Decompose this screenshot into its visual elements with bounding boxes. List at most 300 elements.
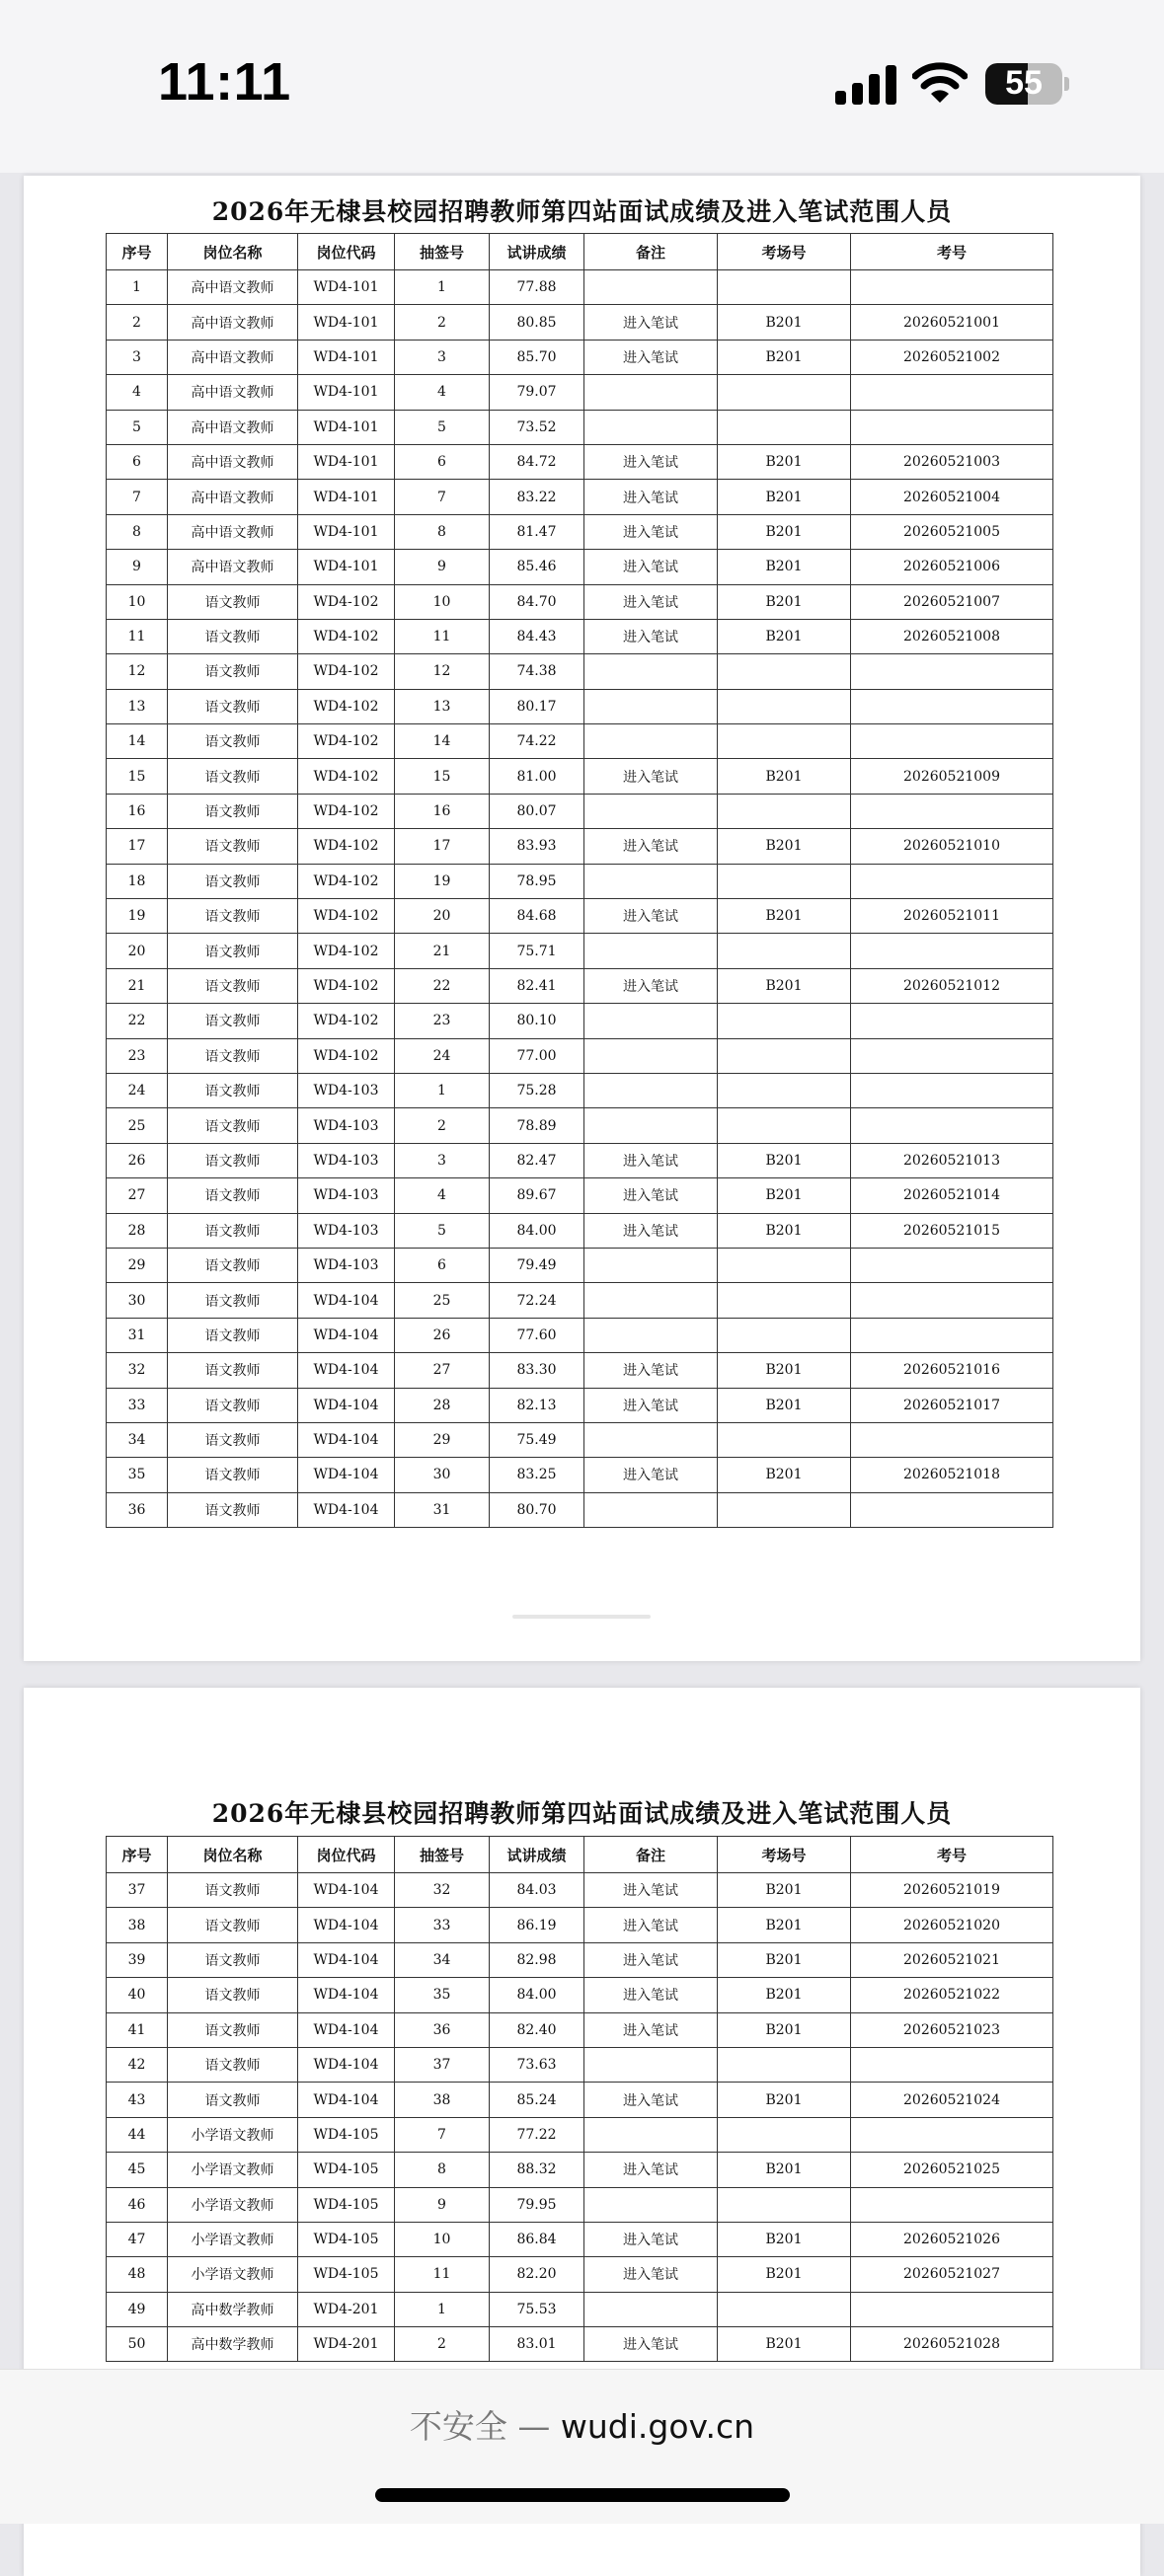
table-cell: 语文教师 [168,1318,298,1352]
table-cell: 40 [107,1978,168,2012]
table-cell: 77.22 [490,2117,584,2152]
table-cell: 进入笔试 [584,1908,718,1942]
table-cell: 81.00 [490,759,584,794]
table-cell: B201 [718,514,851,549]
table-cell: B201 [718,1213,851,1248]
table-cell: 8 [395,2153,490,2187]
table-cell: 19 [395,864,490,898]
table-cell [584,1283,718,1318]
table-cell: 语文教师 [168,654,298,689]
document-page-1 [24,176,1140,1661]
table-cell [584,1318,718,1352]
table-cell: 10 [395,584,490,619]
table-cell: 7 [395,2117,490,2152]
table-cell: 86.19 [490,1908,584,1942]
table-cell: B201 [718,444,851,479]
table-cell: 27 [395,1353,490,1388]
wifi-icon [912,61,968,105]
table-cell [584,1248,718,1282]
table-cell [718,2187,851,2222]
table-cell: 30 [107,1283,168,1318]
column-header: 备注 [584,234,718,270]
table-cell [851,689,1053,723]
table-cell: WD4-103 [298,1178,395,1213]
table-cell: 1 [107,270,168,305]
table-cell: 高中语文教师 [168,550,298,584]
table-cell [851,794,1053,828]
table-cell: 20260521015 [851,1213,1053,1248]
table-cell: 82.98 [490,1942,584,1977]
table-cell: 语文教师 [168,1492,298,1527]
table-cell: 74.22 [490,724,584,759]
table-cell: 高中语文教师 [168,340,298,374]
table-row [107,1978,1053,2012]
column-header: 岗位名称 [168,234,298,270]
table-cell: 语文教师 [168,1004,298,1038]
table-cell: WD4-103 [298,1073,395,1107]
table-cell: 83.01 [490,2327,584,2362]
table-cell: 进入笔试 [584,1178,718,1213]
table-row [107,1458,1053,1492]
table-cell: 语文教师 [168,1942,298,1977]
table-cell [851,2117,1053,2152]
table-cell: 语文教师 [168,1978,298,2012]
table-cell: 20260521007 [851,584,1053,619]
table-cell: WD4-103 [298,1108,395,1143]
table-cell: 74.38 [490,654,584,689]
table-row [107,1353,1053,1388]
table-cell: B201 [718,1353,851,1388]
table-cell: 20260521027 [851,2257,1053,2292]
column-header: 试讲成绩 [490,234,584,270]
table-cell: 高中语文教师 [168,375,298,410]
table-cell: 80.85 [490,305,584,340]
table-cell: 语文教师 [168,1073,298,1107]
table-cell: 14 [107,724,168,759]
table-cell [718,1492,851,1527]
table-cell: 45 [107,2153,168,2187]
table-cell: WD4-104 [298,1283,395,1318]
table-cell: 16 [107,794,168,828]
table-cell: 语文教师 [168,1908,298,1942]
table-cell: 20260521020 [851,1908,1053,1942]
table-cell: 高中语文教师 [168,410,298,444]
table-cell [851,1318,1053,1352]
table-cell: B201 [718,480,851,514]
table-cell: 32 [107,1353,168,1388]
table-cell: 23 [107,1038,168,1073]
table-cell: 84.70 [490,584,584,619]
table-cell: 82.13 [490,1388,584,1422]
table-cell: WD4-104 [298,1492,395,1527]
battery-percent: 55 [1005,64,1043,102]
column-header: 考号 [851,234,1053,270]
table-cell: 进入笔试 [584,2257,718,2292]
table-cell: B201 [718,1458,851,1492]
table-cell: 77.00 [490,1038,584,1073]
table-cell: WD4-102 [298,689,395,723]
table-cell: WD4-101 [298,270,395,305]
table-row [107,410,1053,444]
table-row [107,444,1053,479]
table-cell [584,270,718,305]
table-cell: 语文教师 [168,864,298,898]
table-cell [584,864,718,898]
table-cell: 75.71 [490,934,584,968]
table-cell: WD4-104 [298,1388,395,1422]
table-cell: WD4-103 [298,1143,395,1177]
table-cell: 35 [395,1978,490,2012]
table-cell: 语文教师 [168,619,298,653]
table-row [107,1038,1053,1073]
table-cell: 17 [107,829,168,864]
table-cell: 3 [395,340,490,374]
table-cell: 82.40 [490,2012,584,2047]
table-cell: 5 [395,410,490,444]
table-cell: 21 [395,934,490,968]
table-row [107,550,1053,584]
table-cell [718,864,851,898]
table-cell: 进入笔试 [584,899,718,934]
table-cell: 1 [395,1073,490,1107]
table-cell: WD4-103 [298,1213,395,1248]
table-cell: 20260521025 [851,2153,1053,2187]
table-cell: 语文教师 [168,1388,298,1422]
table-cell: 37 [107,1873,168,1908]
table-row [107,794,1053,828]
table-row [107,480,1053,514]
table-cell: 20260521017 [851,1388,1053,1422]
table-cell: WD4-104 [298,1353,395,1388]
column-header: 考号 [851,1837,1053,1873]
table-cell [851,1422,1053,1457]
table-cell: 高中数学教师 [168,2327,298,2362]
status-bar [0,0,1164,173]
table-cell: 41 [107,2012,168,2047]
home-indicator[interactable] [375,2488,790,2502]
table-cell: 语文教师 [168,1143,298,1177]
table-cell: 4 [395,1178,490,1213]
table-cell [584,1422,718,1457]
table-row [107,2117,1053,2152]
table-cell: 34 [395,1942,490,1977]
table-cell: WD4-201 [298,2327,395,2362]
table-cell: 85.24 [490,2083,584,2117]
table-cell [584,1108,718,1143]
table-cell: 进入笔试 [584,1143,718,1177]
table-cell: 20260521003 [851,444,1053,479]
table-row [107,759,1053,794]
page-title: 2026年无棣县校园招聘教师第四站面试成绩及进入笔试范围人员 [211,197,953,226]
table-cell: 20260521004 [851,480,1053,514]
table-cell: 84.00 [490,1213,584,1248]
table-row [107,2012,1053,2047]
table-cell: 26 [107,1143,168,1177]
table-cell [851,410,1053,444]
table-row [107,1318,1053,1352]
table-cell: 15 [395,759,490,794]
table-row [107,1873,1053,1908]
table-row [107,1492,1053,1527]
table-cell: 20 [107,934,168,968]
table-cell [718,1422,851,1457]
table-cell [584,410,718,444]
table-cell [851,270,1053,305]
table-cell [851,1004,1053,1038]
table-cell: 20260521014 [851,1178,1053,1213]
table-cell: WD4-103 [298,1248,395,1282]
table-cell: WD4-101 [298,514,395,549]
table-cell: 29 [395,1422,490,1457]
table-cell: 进入笔试 [584,584,718,619]
table-cell: 高中语文教师 [168,305,298,340]
table-cell: WD4-101 [298,340,395,374]
table-cell: 24 [395,1038,490,1073]
table-cell [851,934,1053,968]
table-cell: 35 [107,1458,168,1492]
table-cell [584,794,718,828]
table-cell: 29 [107,1248,168,1282]
table-cell: 36 [395,2012,490,2047]
table-cell: 89.67 [490,1178,584,1213]
table-cell: 高中数学教师 [168,2292,298,2326]
table-cell: 语文教师 [168,724,298,759]
table-cell: WD4-104 [298,1422,395,1457]
table-cell: 20260521009 [851,759,1053,794]
table-row [107,1178,1053,1213]
table-cell: 语文教师 [168,1038,298,1073]
table-cell: 进入笔试 [584,1388,718,1422]
table-row [107,2257,1053,2292]
table-cell: 13 [107,689,168,723]
table-cell: 语文教师 [168,584,298,619]
table-cell: 10 [107,584,168,619]
table-cell: 5 [395,1213,490,1248]
table-cell: 语文教师 [168,759,298,794]
table-cell [584,375,718,410]
table-cell [851,1283,1053,1318]
table-cell: 高中语文教师 [168,270,298,305]
table-cell: 8 [107,514,168,549]
table-cell: 28 [395,1388,490,1422]
table-row [107,1908,1053,1942]
table-cell: 48 [107,2257,168,2292]
table-cell: 3 [107,340,168,374]
table-cell [718,2117,851,2152]
table-cell: 16 [395,794,490,828]
table-cell [718,2292,851,2326]
table-cell [718,1318,851,1352]
table-row [107,654,1053,689]
table-row [107,1213,1053,1248]
table-cell: 82.41 [490,968,584,1003]
table-cell: WD4-104 [298,1942,395,1977]
table-cell: 20260521002 [851,340,1053,374]
table-row [107,1283,1053,1318]
table-row [107,2292,1053,2326]
table-cell: 8 [395,514,490,549]
table-cell: WD4-102 [298,759,395,794]
table-cell: 15 [107,759,168,794]
table-row [107,619,1053,653]
table-cell: 小学语文教师 [168,2187,298,2222]
table-cell: 17 [395,829,490,864]
table-cell: 语文教师 [168,829,298,864]
table-cell [584,724,718,759]
table-cell: B201 [718,1388,851,1422]
table-cell: 25 [107,1108,168,1143]
table-cell: 86.84 [490,2222,584,2256]
table-cell: 78.95 [490,864,584,898]
table-cell: 20260521021 [851,1942,1053,1977]
table-cell: WD4-101 [298,444,395,479]
table-cell: 20260521026 [851,2222,1053,2256]
url-separator: — [517,2407,551,2446]
table-cell: 82.47 [490,1143,584,1177]
table-cell: 14 [395,724,490,759]
table-cell: WD4-101 [298,550,395,584]
table-row [107,899,1053,934]
table-cell [851,864,1053,898]
table-cell: WD4-102 [298,794,395,828]
table-cell: 2 [395,305,490,340]
table-cell: 11 [395,2257,490,2292]
table-cell [851,1108,1053,1143]
table-row [107,2047,1053,2082]
table-cell [584,1492,718,1527]
table-cell: 小学语文教师 [168,2153,298,2187]
table-cell: 语文教师 [168,1458,298,1492]
table-row [107,1942,1053,1977]
table-row [107,2153,1053,2187]
table-cell: 38 [107,1908,168,1942]
column-header: 序号 [107,234,168,270]
table-cell: WD4-102 [298,724,395,759]
table-cell: 进入笔试 [584,829,718,864]
table-cell [584,2117,718,2152]
column-header: 备注 [584,1837,718,1873]
table-cell: WD4-102 [298,1038,395,1073]
table-cell: 进入笔试 [584,1213,718,1248]
table-cell: B201 [718,2153,851,2187]
table-cell: 20260521010 [851,829,1053,864]
table-cell: 11 [107,619,168,653]
table-cell: 79.49 [490,1248,584,1282]
table-cell: 小学语文教师 [168,2117,298,2152]
table-cell: B201 [718,2083,851,2117]
table-cell: 进入笔试 [584,340,718,374]
table-cell [718,1248,851,1282]
table-cell [718,654,851,689]
page-divider [512,1615,651,1619]
table-cell: WD4-104 [298,1458,395,1492]
table-cell: 语文教师 [168,1353,298,1388]
table-cell: 6 [395,444,490,479]
table-cell: WD4-102 [298,934,395,968]
table-cell: B201 [718,340,851,374]
table-cell: 进入笔试 [584,759,718,794]
table-cell: WD4-105 [298,2222,395,2256]
table-cell: B201 [718,2327,851,2362]
results-table [106,1836,1053,2362]
table-row [107,934,1053,968]
table-cell: 80.07 [490,794,584,828]
column-header: 考场号 [718,1837,851,1873]
table-cell: 语文教师 [168,1213,298,1248]
table-cell: 75.49 [490,1422,584,1457]
table-cell: 进入笔试 [584,1458,718,1492]
table-cell: 10 [395,2222,490,2256]
table-cell: 19 [107,899,168,934]
table-cell: 1 [395,2292,490,2326]
url-display[interactable] [0,2401,1164,2448]
table-cell: WD4-102 [298,619,395,653]
table-cell: WD4-102 [298,899,395,934]
table-cell: WD4-104 [298,2047,395,2082]
table-row [107,864,1053,898]
table-cell: B201 [718,968,851,1003]
table-cell: 32 [395,1873,490,1908]
table-cell: 21 [107,968,168,1003]
table-cell: 4 [107,375,168,410]
table-cell: 2 [395,2327,490,2362]
table-cell: 语文教师 [168,1873,298,1908]
table-row [107,2187,1053,2222]
table-row [107,2083,1053,2117]
table-cell: 20 [395,899,490,934]
table-cell: 22 [395,968,490,1003]
table-cell: 31 [107,1318,168,1352]
table-cell: WD4-201 [298,2292,395,2326]
table-cell: 73.52 [490,410,584,444]
table-cell [718,1038,851,1073]
table-cell [584,1073,718,1107]
table-cell: 20260521022 [851,1978,1053,2012]
table-cell: 36 [107,1492,168,1527]
table-cell [718,2047,851,2082]
table-cell [851,1248,1053,1282]
table-cell: 50 [107,2327,168,2362]
table-cell: 进入笔试 [584,305,718,340]
table-cell: B201 [718,584,851,619]
table-row [107,1143,1053,1177]
table-cell [718,934,851,968]
table-cell: 2 [107,305,168,340]
table-cell: 72.24 [490,1283,584,1318]
table-cell: 80.70 [490,1492,584,1527]
table-cell [851,1038,1053,1073]
table-cell [584,2047,718,2082]
table-cell: 42 [107,2047,168,2082]
table-cell: 33 [107,1388,168,1422]
table-cell: B201 [718,1873,851,1908]
table-cell: B201 [718,829,851,864]
table-cell: B201 [718,1178,851,1213]
table-cell: 26 [395,1318,490,1352]
table-cell: 语文教师 [168,899,298,934]
table-row [107,584,1053,619]
address-bar[interactable] [0,2369,1164,2524]
table-row [107,270,1053,305]
table-cell: 85.46 [490,550,584,584]
table-cell: 语文教师 [168,968,298,1003]
table-cell [718,689,851,723]
table-cell: 46 [107,2187,168,2222]
page-title: 2026年无棣县校园招聘教师第四站面试成绩及进入笔试范围人员 [211,1799,953,1828]
table-cell: 81.47 [490,514,584,549]
table-cell: 24 [107,1073,168,1107]
table-cell: 2 [395,1108,490,1143]
